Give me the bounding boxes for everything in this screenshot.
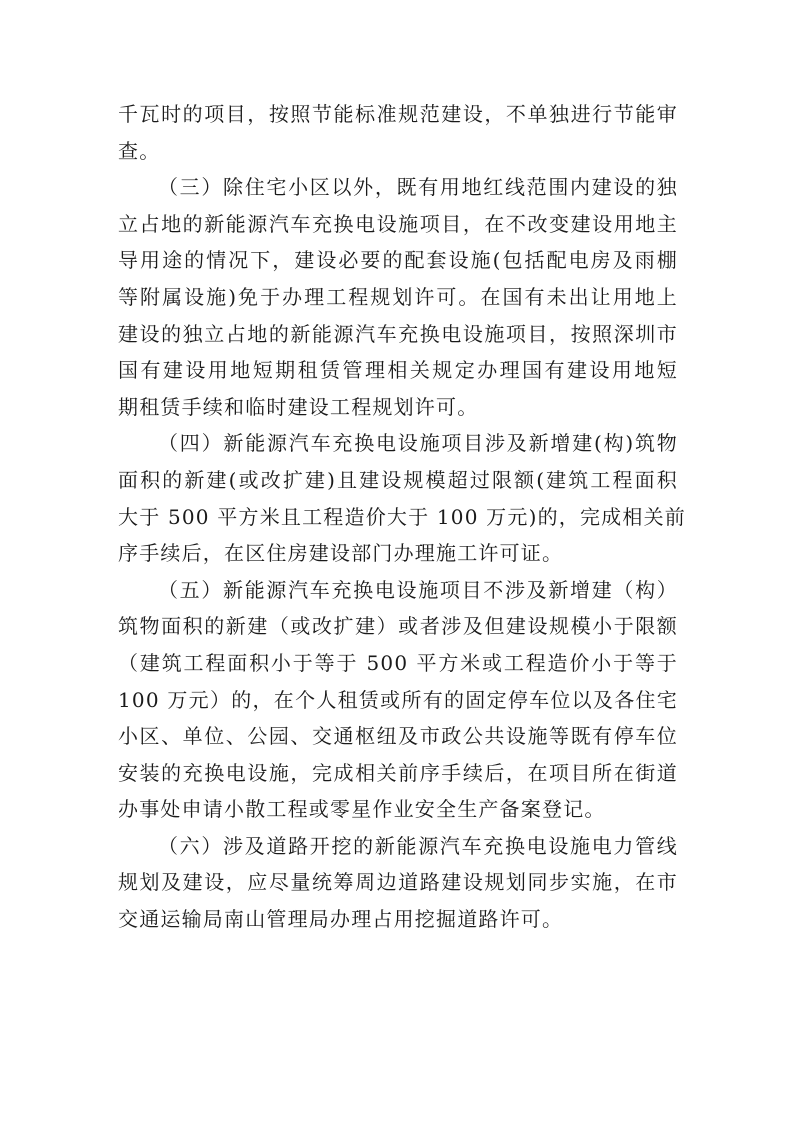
text-line: 大于 500 平方米且工程造价大于 100 万元)的，完成相关前 xyxy=(118,504,686,529)
text-line: 等附属设施)免于办理工程规划许可。在国有未出让用地上 xyxy=(118,284,678,309)
paragraph-continuation xyxy=(118,96,678,169)
text-line: （建筑工程面积小于等于 500 平方米或工程造价小于等于 xyxy=(118,650,678,675)
text-line: 国有建设用地短期租赁管理相关规定办理国有建设用地短 xyxy=(118,358,678,383)
text-line: 查。 xyxy=(118,138,161,163)
text-line: 面积的新建(或改扩建)且建设规模超过限额(建筑工程面积 xyxy=(118,467,678,492)
document-body xyxy=(118,96,686,938)
text-line: 筑物面积的新建（或改扩建）或者涉及但建设规模小于限额 xyxy=(118,614,678,639)
paragraph-item-5 xyxy=(118,572,678,828)
text-line: 交通运输局南山管理局办理占用挖掘道路许可。 xyxy=(118,907,564,932)
text-line: 立占地的新能源汽车充换电设施项目，在不改变建设用地主 xyxy=(118,211,678,236)
paragraph-item-3 xyxy=(118,169,678,425)
text-line: （五）新能源汽车充换电设施项目不涉及新增建（构） xyxy=(158,577,678,602)
text-line: 序手续后，在区住房建设部门办理施工许可证。 xyxy=(118,541,564,566)
text-line: 建设的独立占地的新能源汽车充换电设施项目，按照深圳市 xyxy=(118,321,678,346)
text-line: 导用途的情况下，建设必要的配套设施(包括配电房及雨棚 xyxy=(118,248,678,273)
text-line: 规划及建设，应尽量统筹周边道路建设规划同步实施，在市 xyxy=(118,870,678,895)
text-line: （三）除住宅小区以外，既有用地红线范围内建设的独 xyxy=(158,175,678,200)
text-line: 安装的充换电设施，完成相关前序手续后，在项目所在街道 xyxy=(118,760,678,785)
paragraph-item-6 xyxy=(118,828,678,938)
text-line: 期租赁手续和临时建设工程规划许可。 xyxy=(118,394,479,419)
text-line: 千瓦时的项目，按照节能标准规范建设，不单独进行节能审 xyxy=(118,102,678,126)
text-line: （六）涉及道路开挖的新能源汽车充换电设施电力管线 xyxy=(158,833,678,858)
text-line: 100 万元）的，在个人租赁或所有的固定停车位以及各住宅 xyxy=(118,687,678,712)
text-line: （四）新能源汽车充换电设施项目涉及新增建(构)筑物 xyxy=(158,431,678,456)
text-line: 小区、单位、公园、交通枢纽及市政公共设施等既有停车位 xyxy=(118,724,678,749)
text-line: 办事处申请小散工程或零星作业安全生产备案登记。 xyxy=(118,797,606,822)
paragraph-item-4 xyxy=(118,425,686,571)
